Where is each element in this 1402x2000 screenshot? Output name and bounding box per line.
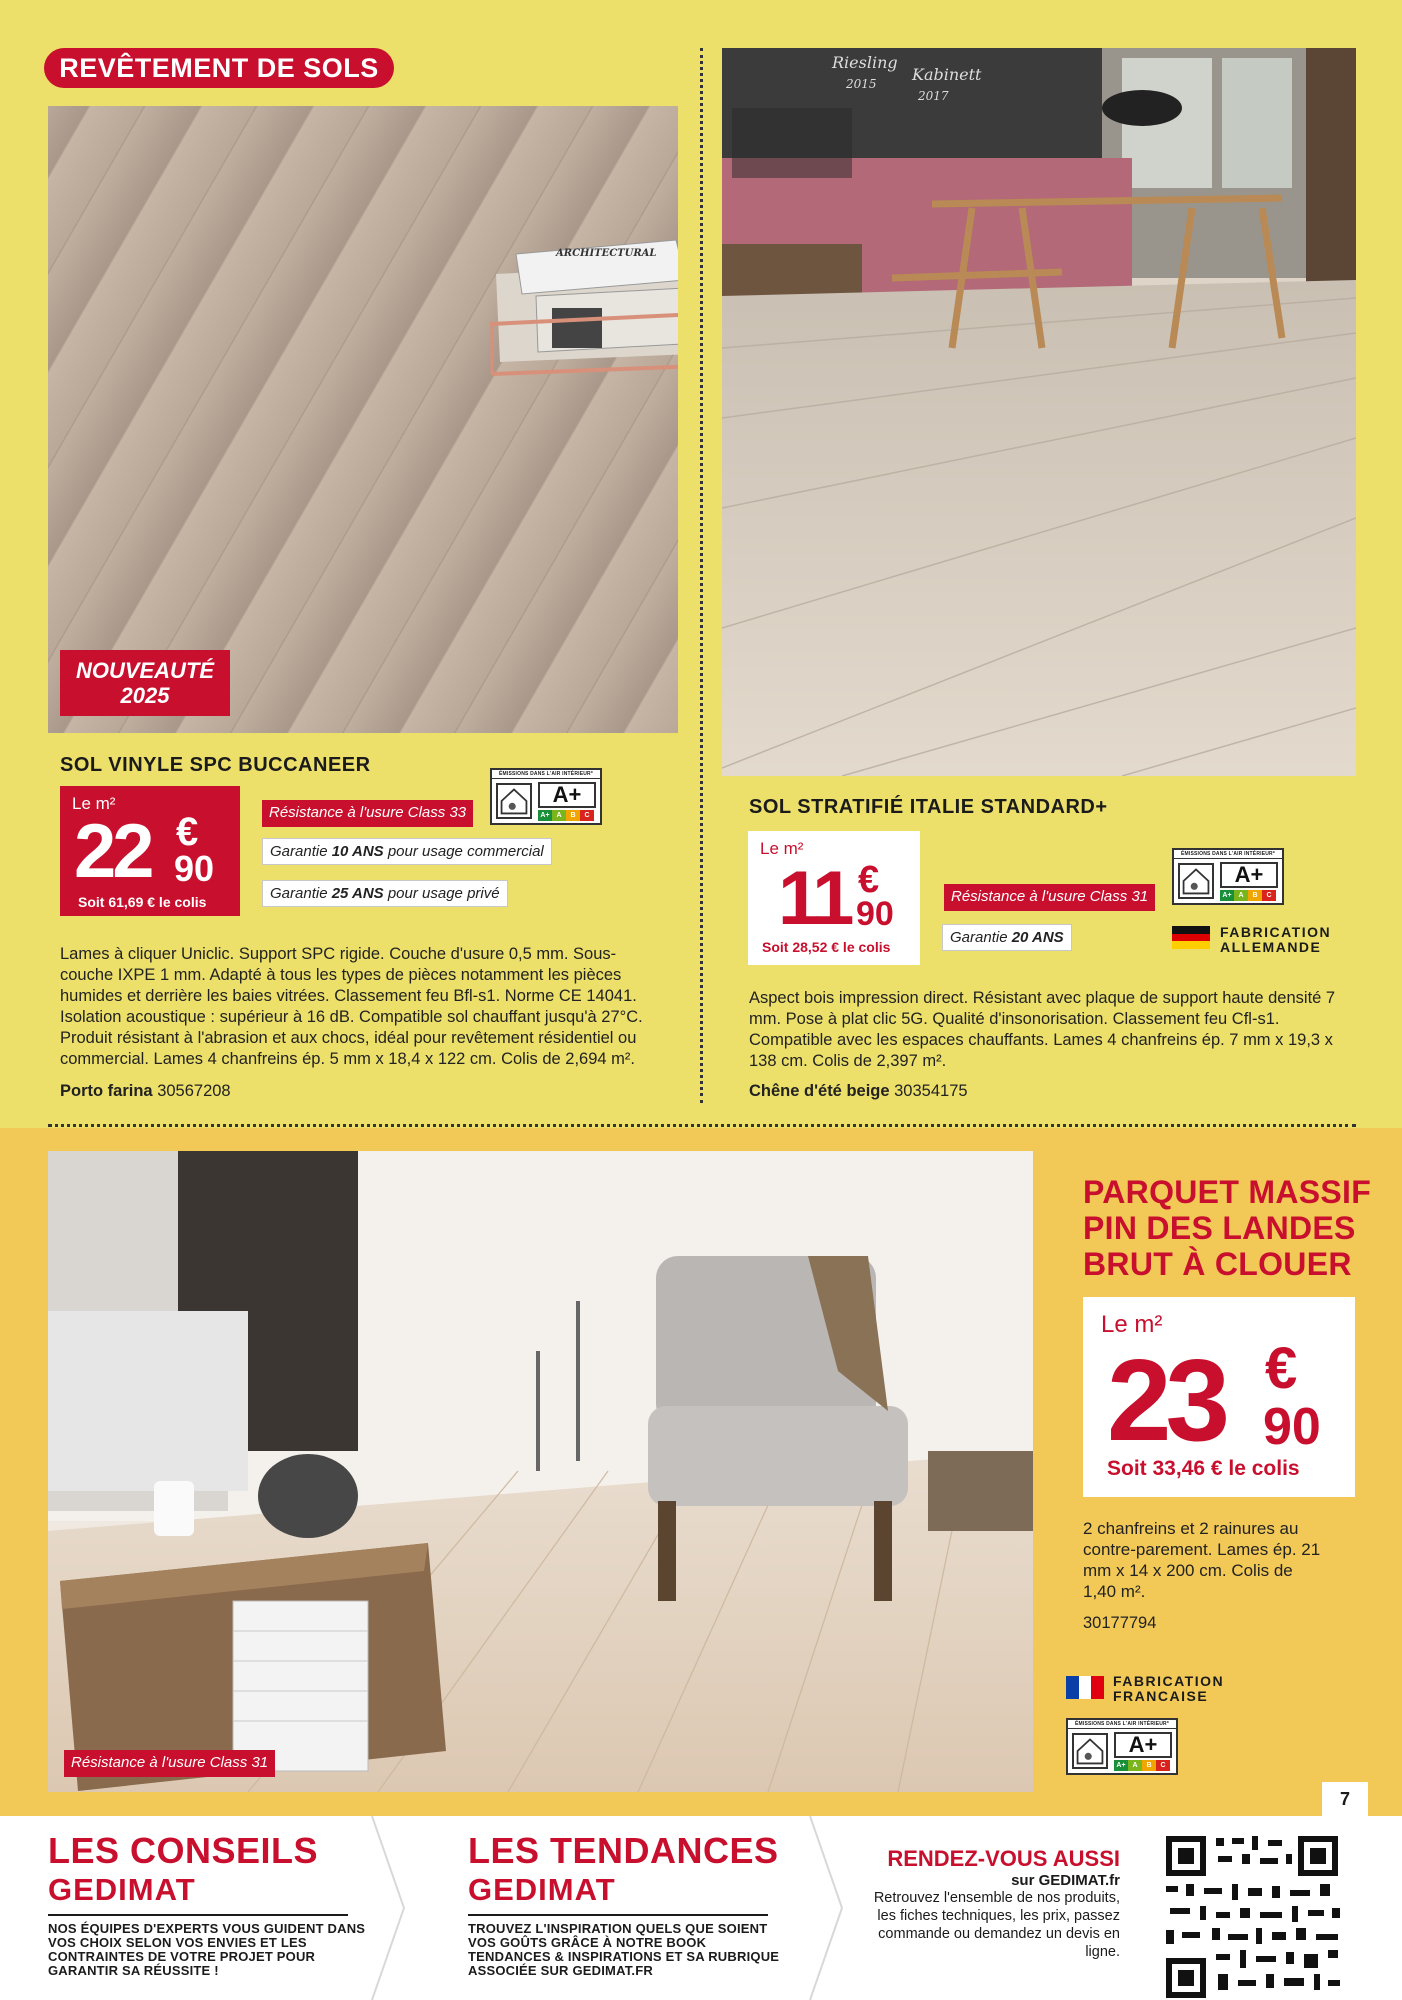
tag-bold: 25 ANS bbox=[331, 885, 384, 902]
price-cents: 90 bbox=[174, 848, 215, 889]
scale-a-plus: A+ bbox=[1220, 890, 1234, 901]
product1-photo bbox=[48, 106, 678, 733]
product1-warranty-commercial-tag bbox=[262, 838, 552, 865]
emission-scale bbox=[1220, 890, 1276, 901]
conseils-text: NOS ÉQUIPES D'EXPERTS VOUS GUIDENT DANS VOS CHOIX SELON VOS ENVIES ET LES CONTRAINTES DE VOTRE PROJET POUR GARANTIR SA RÉUSSITE ! bbox=[48, 1921, 366, 1978]
price-cents: 90 bbox=[1263, 1398, 1321, 1456]
reference-name: Chêne d'été beige bbox=[749, 1082, 890, 1100]
price-currency: € bbox=[858, 859, 880, 901]
conseils-divider bbox=[48, 1914, 348, 1916]
product2-description: Aspect bois impression direct. Résistant avec plaque de support haute densité 7 mm. Pose à plat clic 5G. Qualité d'insonorisation. Classement feu Cfl-s1. Compatible avec les espaces chauffants. Lames 4 chanfreins ép. 7 mm x 19,3 x 138 cm. Colis de 2,397 m². bbox=[749, 989, 1336, 1070]
chalk-text-3: Kabinett bbox=[912, 65, 982, 84]
new-badge bbox=[60, 650, 230, 716]
dining-room-illustration bbox=[722, 48, 1356, 776]
product1-reference bbox=[60, 1082, 231, 1101]
product3-price-box bbox=[1083, 1297, 1355, 1497]
price-label: Le m² bbox=[1101, 1311, 1163, 1338]
product1-emission-label bbox=[490, 768, 602, 825]
chevron-right-icon bbox=[806, 1816, 846, 2000]
product3-description: 2 chanfreins et 2 rainures au contre-parement. Lames ép. 21 mm x 14 x 200 cm. Colis de 1,40 m². bbox=[1083, 1519, 1321, 1601]
reference-code: 30354175 bbox=[889, 1082, 968, 1100]
conseils-title: LES CONSEILS bbox=[48, 1830, 319, 1871]
tag-bold: 20 ANS bbox=[1011, 929, 1064, 946]
tag-bold: 10 ANS bbox=[331, 843, 384, 860]
emission-scale bbox=[538, 810, 594, 821]
emission-grade: A+ bbox=[1114, 1732, 1172, 1758]
product3-photo bbox=[48, 1151, 1033, 1792]
tendances-divider bbox=[468, 1914, 768, 1916]
emission-header: ÉMISSIONS DANS L'AIR INTÉRIEUR* bbox=[1174, 850, 1282, 859]
reference-name: Porto farina bbox=[60, 1082, 153, 1100]
product1-price-box bbox=[60, 786, 240, 916]
product2-reference bbox=[749, 1082, 968, 1101]
tendances-text: TROUVEZ L'INSPIRATION QUELS QUE SOIENT VOS GOÛTS GRÂCE À NOTRE BOOK TENDANCES & INSPIRATIONS ET SA RUBRIQUE ASSOCIÉE SUR GEDIMAT.FR bbox=[468, 1921, 780, 1978]
product2-warranty-tag bbox=[942, 924, 1072, 951]
made-line2: ALLEMANDE bbox=[1220, 939, 1322, 955]
chalk-text-1: Riesling bbox=[832, 53, 898, 72]
made-line1: FABRICATION bbox=[1220, 924, 1332, 940]
section-title: REVÊTEMENT DE SOLS bbox=[44, 48, 394, 88]
chalk-text-4: 2017 bbox=[918, 89, 949, 103]
emission-header: ÉMISSIONS DANS L'AIR INTÉRIEUR* bbox=[492, 770, 600, 779]
rendezvous-text: Retrouvez l'ensemble de nos produits, les fiches techniques, les prix, passez commande ou demandez un devis en ligne. bbox=[873, 1890, 1120, 1960]
made-line1: FABRICATION bbox=[1113, 1673, 1225, 1689]
tendances-title: LES TENDANCES bbox=[468, 1830, 779, 1871]
rendezvous-block bbox=[860, 1846, 1120, 1961]
emission-scale bbox=[1114, 1760, 1170, 1771]
scale-c: C bbox=[1156, 1760, 1170, 1771]
new-badge-line2: 2025 bbox=[120, 683, 170, 708]
price-currency: € bbox=[176, 810, 199, 854]
title-line1: PARQUET MASSIF bbox=[1083, 1174, 1372, 1210]
chevron-right-icon bbox=[368, 1816, 408, 2000]
made-line2: FRANCAISE bbox=[1113, 1688, 1209, 1704]
tendances-brand-logo: GEDIMAT bbox=[468, 1872, 616, 1907]
emission-header: ÉMISSIONS DANS L'AIR INTÉRIEUR* bbox=[1068, 1720, 1176, 1729]
product3-wear-class-tag: Résistance à l'usure Class 31 bbox=[64, 1750, 275, 1777]
price-per-colis: Soit 28,52 € le colis bbox=[762, 939, 891, 955]
tag-text: pour usage privé bbox=[383, 885, 500, 902]
emission-grade: A+ bbox=[538, 782, 596, 808]
reference-code: 30567208 bbox=[152, 1082, 231, 1100]
product2-title: SOL STRATIFIÉ ITALIE STANDARD+ bbox=[749, 796, 1108, 818]
price-integer: 23 bbox=[1107, 1335, 1225, 1465]
product3-emission-label bbox=[1066, 1718, 1178, 1775]
conseils-brand-logo: GEDIMAT bbox=[48, 1872, 196, 1907]
new-badge-line1: NOUVEAUTÉ bbox=[75, 658, 215, 683]
scale-b: B bbox=[566, 810, 580, 821]
product2-price-box bbox=[748, 831, 920, 965]
scale-a: A bbox=[1128, 1760, 1142, 1771]
page-number: 7 bbox=[1322, 1782, 1368, 1816]
row-divider bbox=[48, 1124, 1356, 1127]
price-label: Le m² bbox=[760, 839, 804, 858]
price-integer: 11 bbox=[778, 856, 851, 941]
magazine-shelf-illustration bbox=[486, 234, 678, 394]
chalk-text-2: 2015 bbox=[846, 77, 877, 91]
price-per-colis: Soit 61,69 € le colis bbox=[78, 894, 207, 910]
scale-b: B bbox=[1248, 890, 1262, 901]
product3-reference: 30177794 bbox=[1083, 1614, 1157, 1632]
scale-a: A bbox=[552, 810, 566, 821]
title-line2: PIN DES LANDES bbox=[1083, 1210, 1356, 1246]
product2-made-in bbox=[1220, 925, 1331, 955]
living-room-illustration bbox=[48, 1151, 1033, 1792]
scale-c: C bbox=[1262, 890, 1276, 901]
product3-title bbox=[1083, 1174, 1383, 1282]
column-divider bbox=[700, 48, 703, 1103]
house-emission-icon bbox=[1178, 863, 1214, 899]
rendezvous-site[interactable]: sur GEDIMAT.fr bbox=[1011, 1872, 1120, 1889]
tag-text: Garantie bbox=[270, 843, 332, 860]
shelf-text: ARCHITECTURAL bbox=[556, 248, 657, 259]
house-emission-icon bbox=[1072, 1733, 1108, 1769]
scale-a: A bbox=[1234, 890, 1248, 901]
product2-photo bbox=[722, 48, 1356, 776]
scale-b: B bbox=[1142, 1760, 1156, 1771]
house-emission-icon bbox=[496, 783, 532, 819]
scale-a-plus: A+ bbox=[1114, 1760, 1128, 1771]
french-flag-icon bbox=[1066, 1676, 1104, 1699]
scale-a-plus: A+ bbox=[538, 810, 552, 821]
product1-description: Lames à cliquer Uniclic. Support SPC rigide. Couche d'usure 0,5 mm. Sous-couche IXPE 1 mm. Adapté à tous les types de pièces notamment les pièces humides et derrière les baies vitrées. Classement feu Bfl-s1. Norme CE 14041. Isolation acoustique : supérieur à 16 dB. Compatible sol chauffant jusqu'à 27°C. Produit résistant à l'abrasion et aux chocs, idéal pour revêtement résidentiel ou commercial. Lames 4 chanfreins ép. 5 mm x 18,4 x 122 cm. Colis de 2,694 m². bbox=[60, 945, 643, 1068]
product3-made-in bbox=[1113, 1674, 1224, 1704]
tag-text: Garantie bbox=[950, 929, 1012, 946]
price-per-colis: Soit 33,46 € le colis bbox=[1107, 1457, 1300, 1480]
price-cents: 90 bbox=[856, 895, 894, 933]
tag-text: pour usage commercial bbox=[383, 843, 544, 860]
rendezvous-title: RENDEZ-VOUS AUSSI bbox=[887, 1846, 1120, 1871]
scale-c: C bbox=[580, 810, 594, 821]
price-integer: 22 bbox=[74, 809, 151, 894]
title-line3: BRUT À CLOUER bbox=[1083, 1246, 1352, 1282]
qr-code-icon[interactable] bbox=[1156, 1828, 1348, 2000]
german-flag-icon bbox=[1172, 926, 1210, 949]
emission-grade: A+ bbox=[1220, 862, 1278, 888]
price-currency: € bbox=[1265, 1336, 1298, 1401]
product2-emission-label bbox=[1172, 848, 1284, 905]
tag-text: Garantie bbox=[270, 885, 332, 902]
price-label: Le m² bbox=[72, 794, 116, 813]
product1-wear-class-tag: Résistance à l'usure Class 33 bbox=[262, 800, 473, 827]
product1-title: SOL VINYLE SPC BUCCANEER bbox=[60, 754, 371, 776]
product1-warranty-private-tag bbox=[262, 880, 508, 907]
product2-wear-class-tag: Résistance à l'usure Class 31 bbox=[944, 884, 1155, 911]
